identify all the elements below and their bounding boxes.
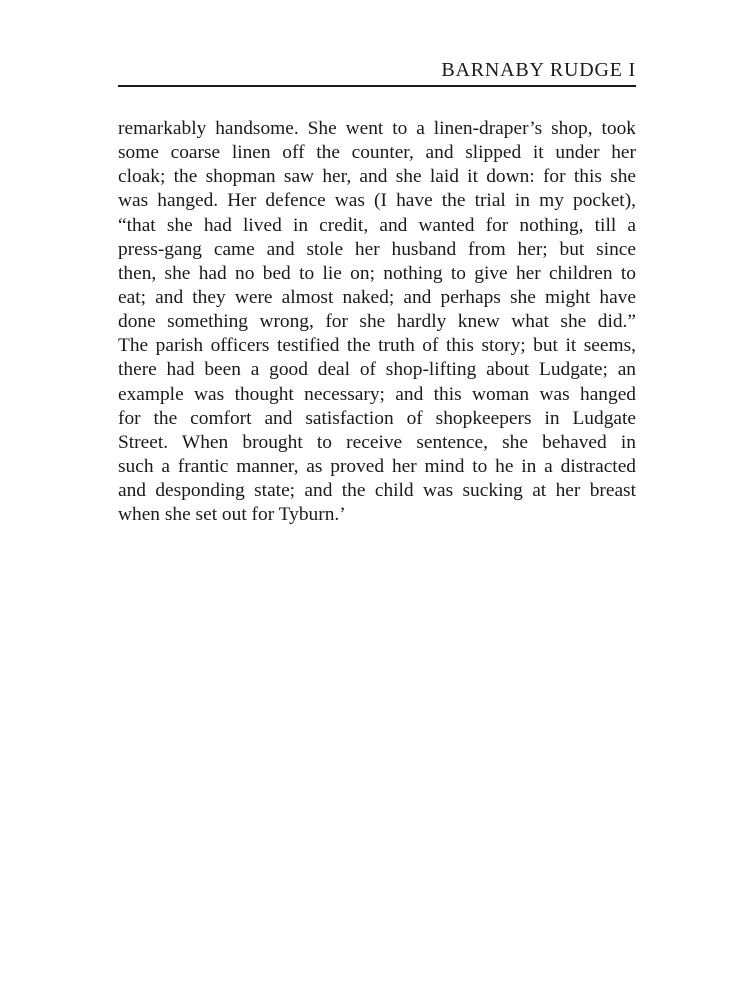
text-line: done something wrong, for she hardly knew what she did.” bbox=[118, 311, 636, 333]
text-line: example was thought necessary; and this woman was hanged bbox=[118, 383, 636, 405]
text-line: was hanged. Her defence was (I have the trial in my pocket), bbox=[118, 190, 636, 212]
text-line: press-gang came and stole her husband from her; but since bbox=[118, 238, 636, 260]
running-head: BARNABY RUDGE I bbox=[441, 59, 636, 81]
text-line: and desponding state; and the child was sucking at her breast bbox=[118, 480, 636, 502]
text-line: eat; and they were almost naked; and perhaps she might have bbox=[118, 286, 636, 308]
text-line: remarkably handsome. She went to a linen-draper’s shop, took bbox=[118, 118, 636, 139]
text-line: there had been a good deal of shop-lifting about Ludgate; an bbox=[118, 359, 636, 381]
text-line: when she set out for Tyburn.’ bbox=[118, 504, 346, 526]
text-line: for the comfort and satisfaction of shopkeepers in Ludgate bbox=[118, 407, 636, 429]
text-line: such a frantic manner, as proved her mind to he in a distracted bbox=[118, 455, 636, 477]
text-line: cloak; the shopman saw her, and she laid it down: for this she bbox=[118, 166, 636, 188]
body-paragraph bbox=[118, 117, 636, 527]
text-line: The parish officers testified the truth of this story; but it seems, bbox=[118, 335, 636, 357]
text-line: then, she had no bed to lie on; nothing to give her children to bbox=[118, 262, 636, 284]
text-line: Street. When brought to receive sentence, she behaved in bbox=[118, 431, 636, 453]
text-line: some coarse linen off the counter, and slipped it under her bbox=[118, 142, 636, 164]
text-line: “that she had lived in credit, and wanted for nothing, till a bbox=[118, 214, 636, 236]
header-rule bbox=[118, 85, 636, 87]
